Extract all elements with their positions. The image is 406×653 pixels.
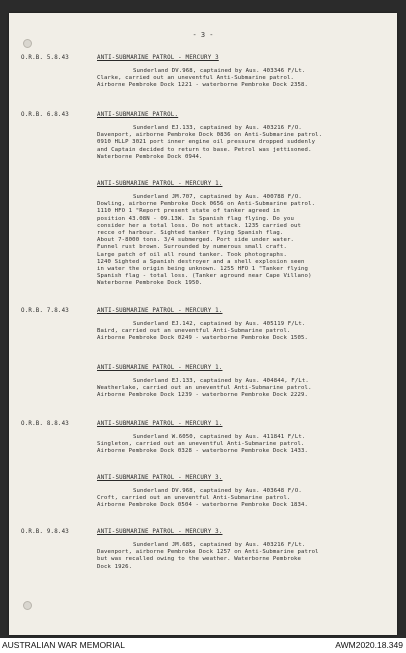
report-line: Dowling, airborne Pembroke Dock 0656 on Anti-Submarine patrol. bbox=[97, 201, 316, 208]
report-line: Waterborne Pembroke Dock 0944. bbox=[97, 153, 203, 160]
patrol-report-text bbox=[97, 488, 387, 510]
patrol-heading: ANTI-SUBMARINE PATROL - MERCURY 1. bbox=[97, 421, 223, 427]
document-page bbox=[9, 13, 397, 635]
patrol-report-text bbox=[97, 125, 387, 161]
report-line: Sunderland EJ.133, captained by Aus. 404844, F/Lt. bbox=[133, 378, 309, 384]
patrol-heading: ANTI-SUBMARINE PATROL - MERCURY 3 bbox=[97, 55, 219, 61]
report-line: Dock 1926. bbox=[97, 563, 133, 570]
report-line: Croft, carried out an uneventful Anti-Submarine patrol. bbox=[97, 495, 291, 502]
orb-date-reference: O.R.B. 8.8.43 bbox=[21, 421, 69, 427]
report-line: Weatherlake, carried out an uneventful Anti-Submarine patrol. bbox=[97, 385, 312, 392]
patrol-heading: ANTI-SUBMARINE PATROL - MERCURY 3. bbox=[97, 475, 223, 481]
patrol-heading: ANTI-SUBMARINE PATROL - MERCURY 1. bbox=[97, 181, 223, 187]
report-line: but was recalled owing to the weather. Waterborne Pembroke bbox=[97, 556, 302, 563]
report-line: 0910 HLLP 3021 port inner engine oil pressure dropped suddenly bbox=[97, 139, 316, 146]
patrol-report-text bbox=[97, 378, 387, 400]
report-line: Singleton, carried out an uneventful Anti-Submarine patrol. bbox=[97, 441, 305, 448]
report-line: Sunderland EJ.142, captained by Aus. 405119 F/Lt. bbox=[133, 321, 306, 327]
footer-reference: AWM2020.18.349 bbox=[335, 640, 403, 650]
report-line: Sunderland EJ.133, captained by Aus. 403216 F/O. bbox=[133, 125, 302, 131]
patrol-report-text bbox=[97, 68, 387, 90]
report-line: Airborne Pembroke Dock 0328 - waterborne Pembroke Dock 1433. bbox=[97, 448, 309, 455]
patrol-heading: ANTI-SUBMARINE PATROL. bbox=[97, 112, 179, 118]
patrol-report-text bbox=[97, 542, 387, 571]
report-line: recce of harbour. Sighted tanker flying Spanish flag. bbox=[97, 230, 284, 237]
report-line: consider her a total loss. Do not attack. 1235 carried out bbox=[97, 222, 302, 229]
report-line: Airborne Pembroke Dock 1221 - waterborne Pembroke Dock 2358. bbox=[97, 82, 309, 89]
patrol-heading: ANTI-SUBMARINE PATROL - MERCURY 1. bbox=[97, 365, 223, 371]
patrol-report-text bbox=[97, 434, 387, 456]
report-line: Baird, carried out an uneventful Anti-Submarine patrol. bbox=[97, 328, 291, 335]
patrol-heading: ANTI-SUBMARINE PATROL - MERCURY 1. bbox=[97, 308, 223, 314]
patrol-report-text bbox=[97, 321, 387, 343]
report-line: About 7-8000 tons. 3/4 submerged. Port side under water. bbox=[97, 237, 294, 244]
orb-date-reference: O.R.B. 6.8.43 bbox=[21, 112, 69, 118]
archive-footer bbox=[0, 638, 406, 653]
report-line: Waterborne Pembroke Dock 1950. bbox=[97, 280, 203, 287]
report-line: position 43.08N - 09.13W. Is Spanish flag flying. Do you bbox=[97, 215, 294, 222]
punch-hole bbox=[23, 39, 32, 48]
punch-hole bbox=[23, 601, 32, 610]
orb-date-reference: O.R.B. 5.8.43 bbox=[21, 55, 69, 61]
report-line: Sunderland JM.707, captained by Aus. 400788 F/O. bbox=[133, 194, 302, 200]
report-line: Sunderland DV.968, captained by Aus. 403346 F/Lt. bbox=[133, 68, 306, 74]
orb-date-reference: O.R.B. 7.8.43 bbox=[21, 308, 69, 314]
report-line: Davenport, airborne Pembroke Dock 0836 on Anti-Submarine patrol. bbox=[97, 132, 323, 139]
report-line: 1240 Sighted a Spanish destroyer and a shell explosion seen bbox=[97, 258, 305, 265]
report-line: Airborne Pembroke Dock 0249 - waterborne Pembroke Dock 1505. bbox=[97, 335, 309, 342]
report-line: Clarke, carried out an uneventful Anti-Submarine patrol. bbox=[97, 75, 294, 82]
report-line: in water the origin being unknown. 1255 HFO 1 "Tanker flying bbox=[97, 266, 309, 273]
orb-date-reference: O.R.B. 9.8.43 bbox=[21, 529, 69, 535]
page-number: - 3 - bbox=[192, 31, 214, 39]
report-line: Airborne Pembroke Dock 1239 - waterborne Pembroke Dock 2229. bbox=[97, 392, 309, 399]
report-line: Davenport, airborne Pembroke Dock 1257 on Anti-Submarine patrol bbox=[97, 549, 319, 556]
report-line: Funnel rust brown. Surrounded by numerous small craft. bbox=[97, 244, 287, 251]
patrol-report-text bbox=[97, 194, 387, 288]
report-line: Sunderland DV.968, captained by Aus. 403648 F/O. bbox=[133, 488, 302, 494]
report-line: Sunderland JM.685, captained by Aus. 403216 F/Lt. bbox=[133, 542, 306, 548]
report-line: 1110 HFO 1 "Report present state of tanker agreed in bbox=[97, 208, 280, 215]
patrol-heading: ANTI-SUBMARINE PATROL - MERCURY 3. bbox=[97, 529, 223, 535]
report-line: Airborne Pembroke Dock 0504 - waterborne Pembroke Dock 1834. bbox=[97, 502, 309, 509]
report-line: Spanish flag - total loss. (Tanker aground near Cape Villano) bbox=[97, 273, 312, 280]
report-line: Large patch of oil all round tanker. Took photographs. bbox=[97, 251, 287, 258]
report-line: and Captain decided to return to base. Petrol was jettisoned. bbox=[97, 146, 312, 153]
report-line: Sunderland W.6050, captained by Aus. 411841 F/Lt. bbox=[133, 434, 306, 440]
footer-institution: AUSTRALIAN WAR MEMORIAL bbox=[2, 640, 125, 650]
